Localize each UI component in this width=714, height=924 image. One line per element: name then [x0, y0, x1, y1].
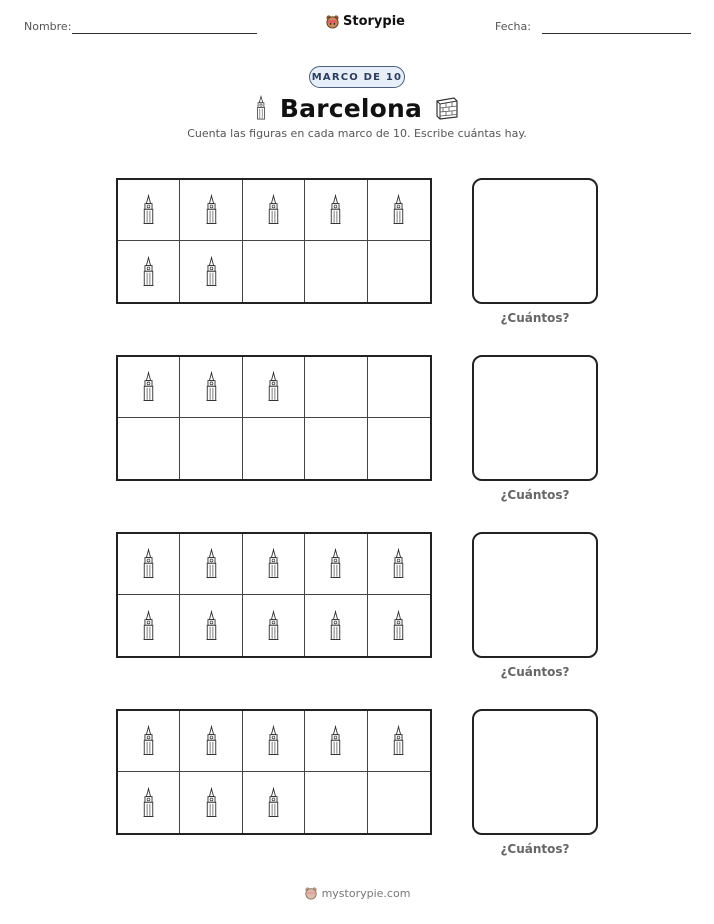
tower-icon — [265, 605, 282, 647]
frame-cell — [368, 418, 430, 479]
tower-icon — [140, 720, 157, 762]
answer-box[interactable] — [472, 355, 598, 481]
frame-cell — [180, 595, 242, 656]
tower-icon — [203, 605, 220, 647]
wall-icon — [434, 95, 460, 121]
frame-cell — [180, 418, 242, 479]
frame-cell — [118, 357, 180, 418]
frame-cell — [243, 357, 305, 418]
answer-label: ¿Cuántos? — [500, 311, 570, 325]
name-label: Nombre: — [24, 20, 72, 33]
frame-cell — [305, 772, 367, 833]
frame-cell — [243, 534, 305, 595]
tower-icon — [203, 720, 220, 762]
frame-cell — [368, 357, 430, 418]
answer-box[interactable] — [472, 178, 598, 304]
frame-cell — [243, 595, 305, 656]
tower-icon — [203, 251, 220, 293]
tower-icon — [140, 782, 157, 824]
instructions: Cuenta las figuras en cada marco de 10. Escribe cuántas hay. — [187, 127, 527, 140]
tower-icon — [327, 543, 344, 585]
answer-box[interactable] — [472, 532, 598, 658]
tower-icon — [390, 189, 407, 231]
tower-icon — [203, 366, 220, 408]
frame-cell — [368, 180, 430, 241]
tower-icon — [265, 782, 282, 824]
date-line[interactable] — [542, 33, 691, 34]
mascot-icon — [325, 14, 340, 29]
frame-cell — [243, 711, 305, 772]
frame-cell — [305, 534, 367, 595]
tower-icon — [140, 366, 157, 408]
tower-icon — [140, 251, 157, 293]
tower-icon — [140, 543, 157, 585]
frame-cell — [118, 534, 180, 595]
tower-icon — [390, 543, 407, 585]
worksheet-type-badge: MARCO DE 10 — [309, 66, 405, 88]
frame-cell — [180, 180, 242, 241]
tower-icon — [390, 720, 407, 762]
tower-icon — [203, 189, 220, 231]
tower-icon — [327, 605, 344, 647]
title-row — [0, 90, 714, 126]
frame-cell — [305, 418, 367, 479]
frame-cell — [118, 418, 180, 479]
frame-cell — [368, 711, 430, 772]
frame-cell — [305, 180, 367, 241]
frame-cell — [368, 772, 430, 833]
tower-icon — [265, 366, 282, 408]
ten-frame — [116, 355, 432, 481]
frame-cell — [118, 772, 180, 833]
ten-frame — [116, 532, 432, 658]
frame-cell — [243, 418, 305, 479]
mascot-icon — [304, 886, 318, 900]
tower-icon — [265, 543, 282, 585]
frame-cell — [368, 241, 430, 302]
date-label: Fecha: — [495, 20, 531, 33]
tower-icon — [265, 189, 282, 231]
frame-cell — [305, 711, 367, 772]
frame-cell — [180, 357, 242, 418]
tower-icon — [203, 543, 220, 585]
frame-cell — [243, 772, 305, 833]
frame-cell — [180, 534, 242, 595]
tower-icon — [254, 93, 268, 123]
frame-cell — [180, 711, 242, 772]
tower-icon — [327, 189, 344, 231]
frame-cell — [118, 180, 180, 241]
frame-cell — [305, 595, 367, 656]
frame-cell — [118, 241, 180, 302]
tower-icon — [140, 605, 157, 647]
frame-cell — [180, 241, 242, 302]
tower-icon — [265, 720, 282, 762]
answer-label: ¿Cuántos? — [500, 842, 570, 856]
tower-icon — [327, 720, 344, 762]
frame-cell — [243, 180, 305, 241]
tower-icon — [203, 782, 220, 824]
answer-label: ¿Cuántos? — [500, 665, 570, 679]
brand-name: Storypie — [343, 14, 405, 29]
page-title: Barcelona — [279, 93, 423, 123]
frame-cell — [368, 595, 430, 656]
answer-box[interactable] — [472, 709, 598, 835]
tower-icon — [140, 189, 157, 231]
footer — [0, 886, 714, 900]
ten-frame — [116, 709, 432, 835]
frame-cell — [368, 534, 430, 595]
ten-frame — [116, 178, 432, 304]
footer-url: mystorypie.com — [321, 886, 411, 900]
frame-cell — [180, 772, 242, 833]
brand-logo — [325, 14, 405, 29]
answer-label: ¿Cuántos? — [500, 488, 570, 502]
frame-cell — [243, 241, 305, 302]
frame-cell — [305, 241, 367, 302]
tower-icon — [390, 605, 407, 647]
name-line[interactable] — [72, 33, 257, 34]
frame-cell — [118, 595, 180, 656]
frame-cell — [305, 357, 367, 418]
frame-cell — [118, 711, 180, 772]
